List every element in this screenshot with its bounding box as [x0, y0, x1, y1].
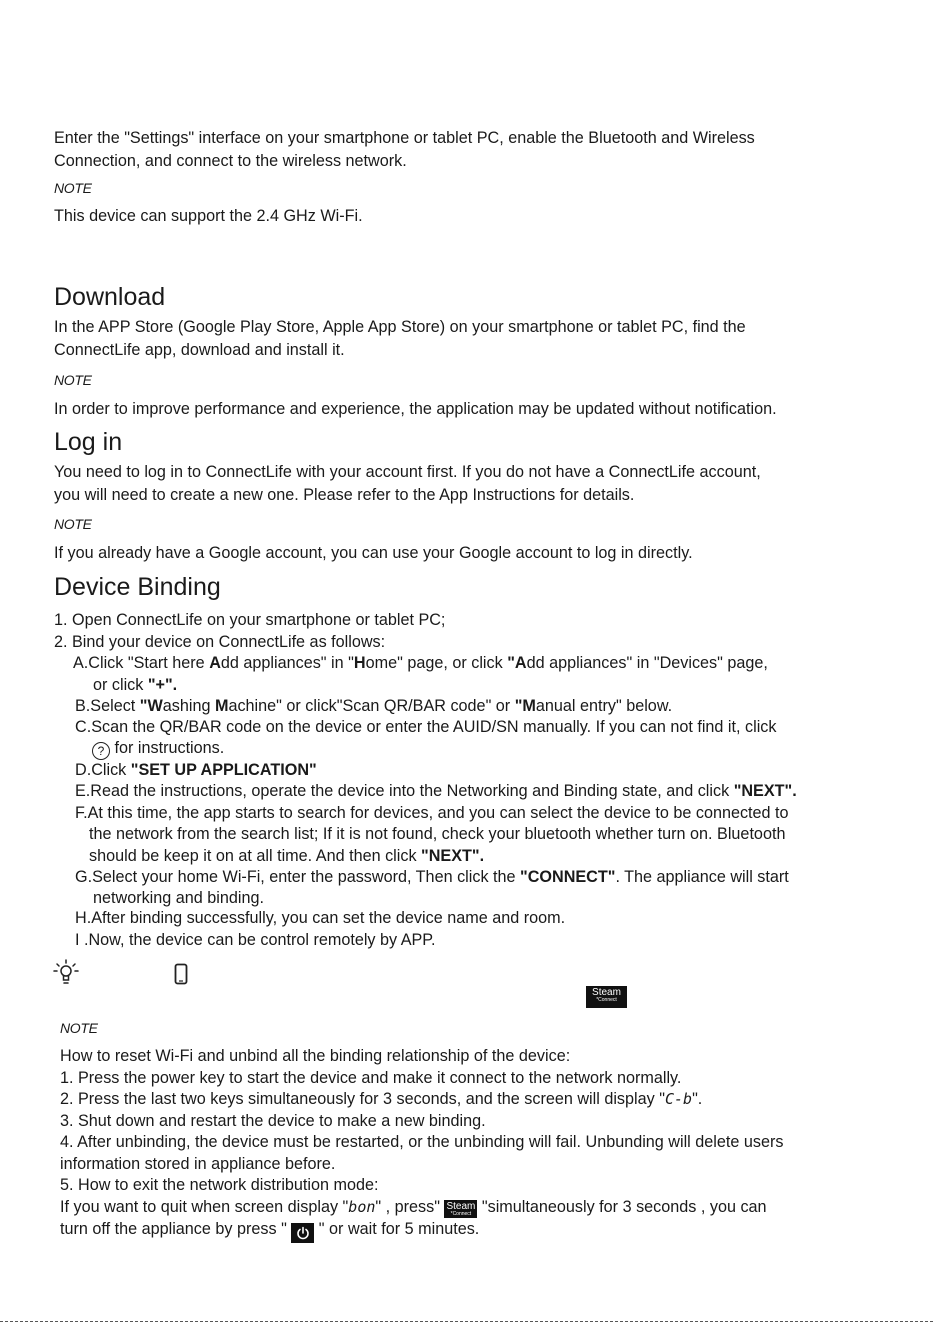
reset-step: 4. After unbinding, the device must be restarted, or the unbinding will fail. Unbunding will delete users	[60, 1133, 784, 1151]
reset-step: 2. Press the last two keys simultaneously for 3 seconds, and the screen will display "C-b".	[60, 1090, 703, 1108]
binding-substep-c: C.Scan the QR/BAR code on the device or enter the AUID/SN manually. If you can not find it, click	[75, 718, 777, 736]
binding-substep-g: networking and binding.	[93, 889, 264, 907]
intro-line: Connection, and connect to the wireless network.	[54, 152, 407, 170]
phone-icon	[174, 963, 188, 985]
note-text: In order to improve performance and experience, the application may be updated without notification.	[54, 400, 777, 418]
reset-step: 5. How to exit the network distribution mode:	[60, 1176, 379, 1194]
binding-substep-a: or click "+".	[93, 676, 178, 694]
section-title-login: Log in	[54, 428, 123, 456]
intro-line: Enter the "Settings" interface on your smartphone or tablet PC, enable the Bluetooth and Wireless	[54, 129, 755, 147]
steam-connect-button-icon: Steam *Connect	[446, 1201, 476, 1217]
reset-step: information stored in appliance before.	[60, 1155, 336, 1173]
binding-substep-i: I .Now, the device can be control remotely by APP.	[75, 931, 436, 949]
steam-connect-button-icon: Steam *Connect	[586, 986, 627, 1008]
binding-substep-c: ? for instructions.	[92, 737, 224, 760]
note-label: NOTE	[54, 372, 92, 388]
note-label: NOTE	[54, 516, 92, 532]
note-label: NOTE	[54, 180, 92, 196]
binding-substep-h: H.After binding successfully, you can set the device name and room.	[75, 909, 566, 927]
binding-substep-f: F.At this time, the app starts to search for devices, and you can select the device to be connected to	[75, 804, 789, 822]
binding-substep-f: the network from the search list; If it is not found, check your bluetooth whether turn on. Bluetooth	[89, 825, 786, 843]
binding-substep-b: B.Select "Washing Machine" or click"Scan QR/BAR code" or "Manual entry" below.	[75, 697, 673, 715]
reset-step: If you want to quit when screen display "bon" , press" Steam *Connect "simultaneously for 3 seconds , you can	[60, 1198, 767, 1217]
download-line: In the APP Store (Google Play Store, Apple App Store) on your smartphone or tablet PC, find the	[54, 318, 746, 336]
reset-step: 1. Press the power key to start the device and make it connect to the network normally.	[60, 1069, 682, 1087]
binding-substep-e: E.Read the instructions, operate the device into the Networking and Binding state, and click "NEXT".	[75, 782, 797, 800]
reset-intro: How to reset Wi-Fi and unbind all the binding relationship of the device:	[60, 1047, 571, 1065]
binding-substep-d: D.Click "SET UP APPLICATION"	[75, 761, 317, 779]
login-line: You need to log in to ConnectLife with your account first. If you do not have a ConnectLife account,	[54, 463, 761, 481]
display-code: bon	[348, 1198, 376, 1216]
display-code: C-b	[664, 1090, 693, 1108]
note-text: This device can support the 2.4 GHz Wi-Fi.	[54, 207, 363, 225]
binding-step: 2. Bind your device on ConnectLife as follows:	[54, 633, 386, 651]
binding-substep-f: should be keep it on at all time. And then click "NEXT".	[89, 847, 485, 865]
lightbulb-icon	[53, 958, 79, 988]
question-circle-icon: ?	[92, 742, 110, 760]
note-label: NOTE	[60, 1020, 98, 1036]
power-icon	[291, 1223, 314, 1243]
reset-step: 3. Shut down and restart the device to make a new binding.	[60, 1112, 486, 1130]
reset-step: turn off the appliance by press " " or wait for 5 minutes.	[60, 1218, 479, 1243]
login-line: you will need to create a new one. Please refer to the App Instructions for details.	[54, 486, 635, 504]
page-bottom-border	[0, 1321, 933, 1322]
binding-step: 1. Open ConnectLife on your smartphone or tablet PC;	[54, 611, 446, 629]
note-text: If you already have a Google account, you can use your Google account to log in directly.	[54, 544, 693, 562]
binding-substep-g: G.Select your home Wi-Fi, enter the password, Then click the "CONNECT". The appliance will start	[75, 868, 789, 886]
binding-substep-a: A.Click "Start here Add appliances" in "Home" page, or click "Add appliances" in "Devices" page,	[73, 654, 768, 672]
section-title-download: Download	[54, 283, 166, 311]
section-title-binding: Device Binding	[54, 573, 221, 601]
download-line: ConnectLife app, download and install it.	[54, 341, 345, 359]
